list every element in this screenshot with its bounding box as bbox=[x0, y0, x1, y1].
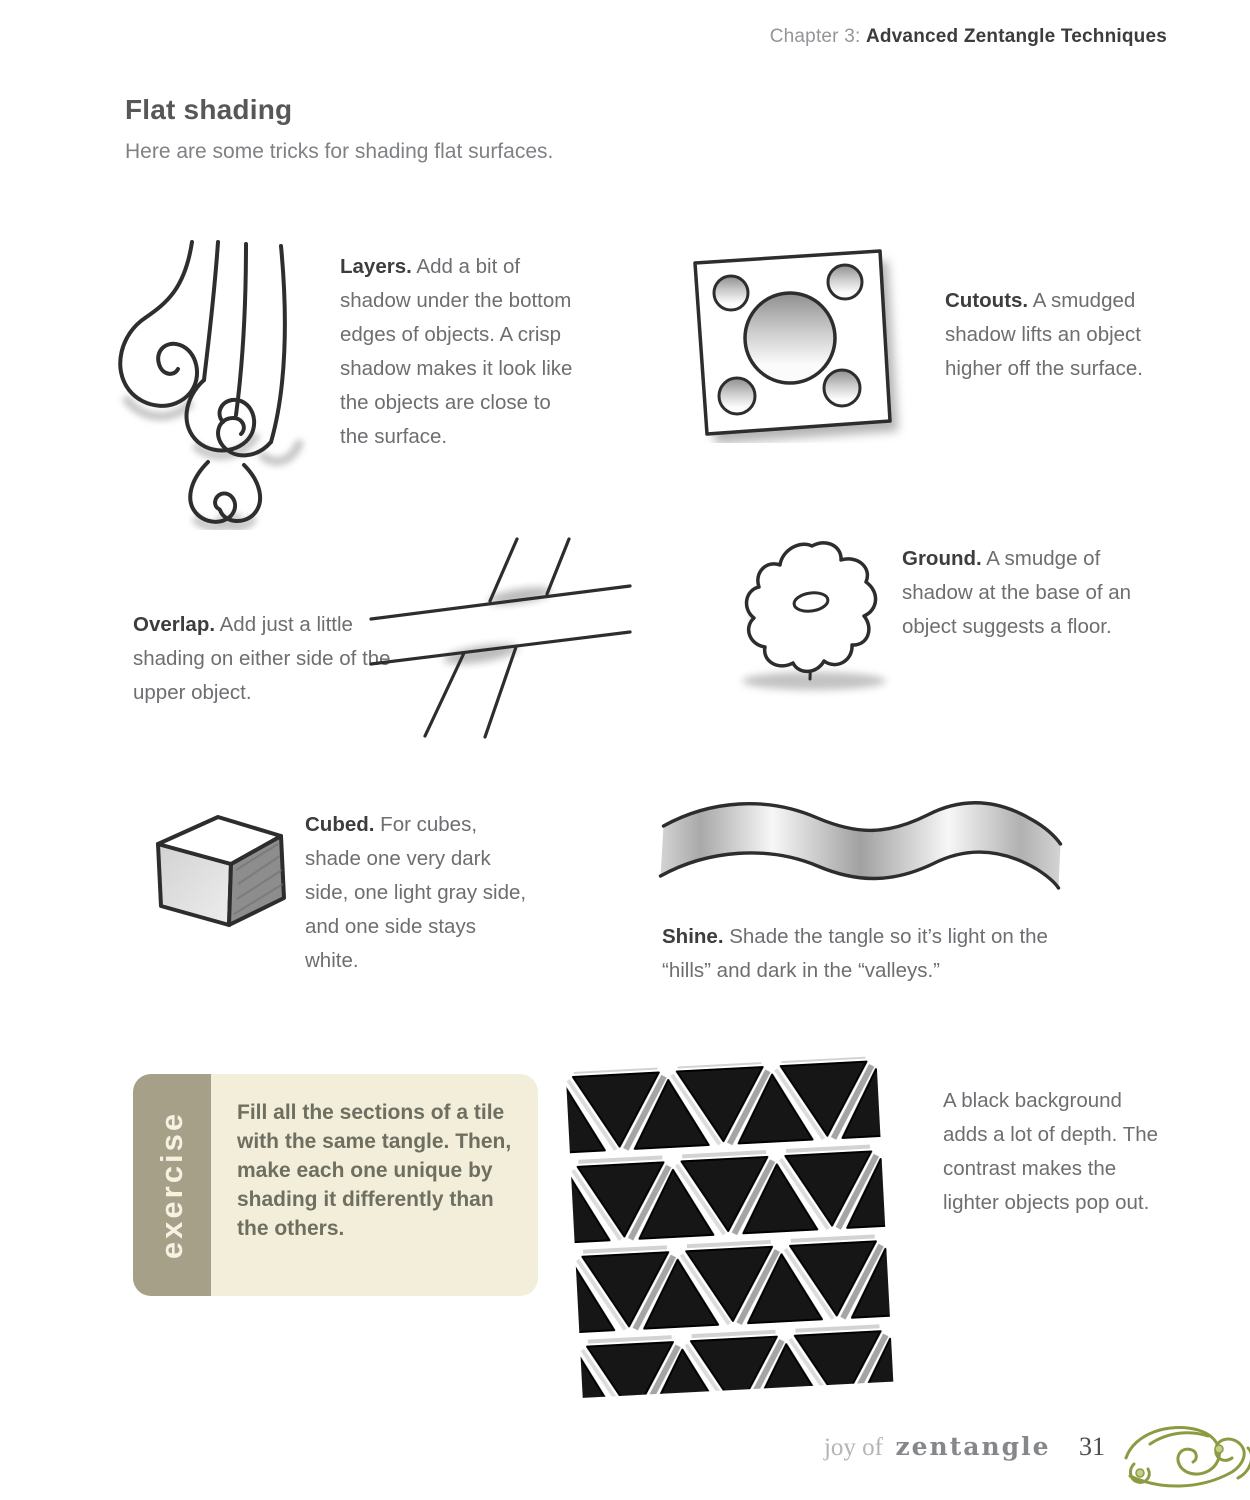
shine-ribbon-illustration bbox=[653, 780, 1068, 898]
tip-layers bbox=[340, 250, 575, 454]
tip-shine-text: Shade the tangle so it’s light on the “hills” and dark in the “valleys.” bbox=[662, 925, 1048, 982]
footer bbox=[824, 1432, 1105, 1462]
chapter-header bbox=[770, 26, 1167, 48]
tip-cubed-label: Cubed. bbox=[305, 813, 375, 836]
tip-cutouts-text: A smudged shadow lifts an object higher off the surface. bbox=[945, 289, 1143, 380]
exercise-panel bbox=[133, 1074, 538, 1296]
tip-shine bbox=[662, 920, 1092, 988]
overlap-strips-illustration bbox=[368, 536, 633, 741]
tip-cutouts bbox=[945, 284, 1183, 386]
tip-layers-label: Layers. bbox=[340, 255, 412, 278]
ground-flower-illustration bbox=[722, 530, 902, 700]
tip-overlap-text: Add just a little shading on either side of the upper object. bbox=[133, 613, 391, 704]
tip-ground bbox=[902, 542, 1140, 644]
flourish-ornament-icon bbox=[1120, 1406, 1250, 1500]
cutouts-plate-illustration bbox=[675, 238, 910, 443]
footer-book-title-bold: zentangle bbox=[895, 1432, 1051, 1461]
black-tangle-illustration bbox=[564, 1054, 896, 1400]
tip-layers-text: Add a bit of shadow under the bottom edges of objects. A crisp shadow makes it look like the objects are close to the surface. bbox=[340, 255, 573, 448]
chapter-prefix: Chapter 3: bbox=[769, 26, 861, 47]
tip-ground-label: Ground. bbox=[902, 547, 982, 570]
tip-overlap bbox=[133, 608, 401, 710]
tip-cutouts-label: Cutouts. bbox=[945, 289, 1029, 312]
exercise-body bbox=[211, 1074, 538, 1296]
exercise-text: Fill all the sections of a tile with the same tangle. Then, make each one unique by shading it differently than the others. bbox=[237, 1101, 512, 1240]
footer-page-number: 31 bbox=[1079, 1432, 1105, 1461]
section-title: Flat shading bbox=[125, 94, 293, 125]
tip-cubed-text: For cubes, shade one very dark side, one light gray side, and one side stays white. bbox=[305, 813, 527, 972]
footer-book-title-light: joy of bbox=[823, 1434, 883, 1461]
tip-ground-text: A smudge of shadow at the base of an object suggests a floor. bbox=[902, 547, 1132, 638]
exercise-tab-label: exercise bbox=[154, 1110, 189, 1260]
tip-overlap-label: Overlap. bbox=[133, 613, 216, 636]
black-background-note: A black background adds a lot of depth. The contrast makes the lighter objects pop out. bbox=[943, 1089, 1159, 1214]
chapter-title: Advanced Zentangle Techniques bbox=[865, 26, 1167, 47]
tip-shine-label: Shine. bbox=[662, 925, 724, 948]
section-subtitle: Here are some tricks for shading flat surfaces. bbox=[125, 140, 554, 163]
cube-illustration bbox=[138, 804, 298, 936]
exercise-tab bbox=[133, 1074, 211, 1296]
layers-swirl-illustration bbox=[95, 230, 325, 530]
tip-cubed bbox=[305, 808, 533, 978]
